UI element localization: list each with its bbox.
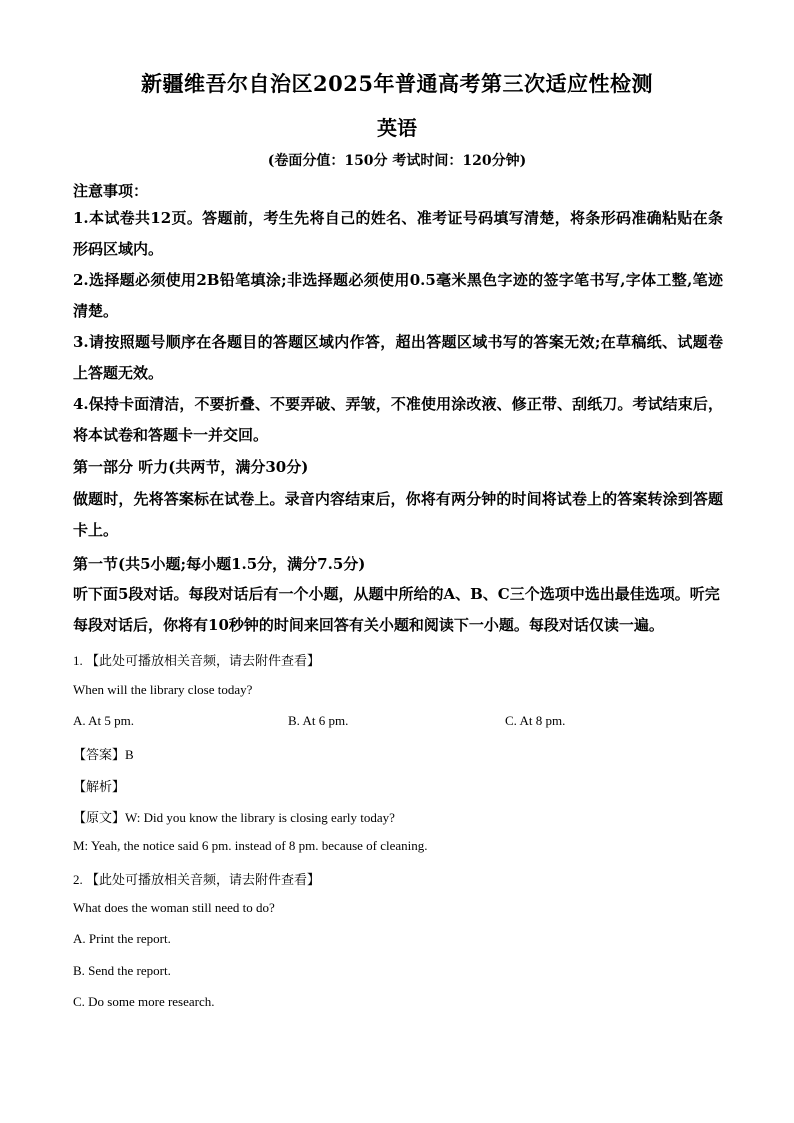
question-1-transcript-w: 【原文】W: Did you know the library is closing early today?	[73, 810, 395, 825]
question-1-answer: 【答案】B	[73, 747, 134, 762]
question-1-option-b: B. At 6 pm.	[288, 713, 349, 728]
question-1-audio-link[interactable]: 1. 【此处可播放相关音频，请去附件查看】	[73, 653, 321, 668]
part1-instruction: 做题时，先将答案标在试卷上。录音内容结束后，你将有两分钟的时间将试卷上的答案转涂到答题卡上。	[73, 490, 723, 539]
part1-heading: 第一部分 听力(共两节，满分30分)	[73, 458, 309, 476]
question-2-audio-link[interactable]: 2. 【此处可播放相关音频，请去附件查看】	[73, 872, 321, 887]
section1-instruction: 听下面5段对话。每段对话后有一个小题，从题中所给的A、B、C三个选项中选出最佳选项。听完每段对话后，你将有10秒钟的时间来回答有关小题和阅读下一小题。每段对话仅读一遍。	[73, 585, 720, 634]
question-2-text: What does the woman still need to do?	[73, 900, 275, 915]
subject-title: 英语	[377, 116, 417, 140]
rule-1: 1.本试卷共12页。答题前，考生先将自己的姓名、准考证号码填写清楚，将条形码准确粘贴在条形码区域内。	[73, 209, 723, 258]
exam-info: (卷面分值：150分 考试时间：120分钟)	[267, 153, 527, 169]
question-2-option-c: C. Do some more research.	[73, 994, 215, 1009]
question-1-option-c: C. At 8 pm.	[505, 713, 566, 728]
question-2-option-b: B. Send the report.	[73, 963, 171, 978]
notes-heading: 注意事项：	[73, 182, 149, 200]
question-2-option-a: A. Print the report.	[73, 931, 171, 946]
rule-3: 3.请按照题号顺序在各题目的答题区域内作答，超出答题区域书写的答案无效;在草稿纸、试题卷上答题无效。	[73, 333, 723, 382]
rule-2: 2.选择题必须使用2B铅笔填涂;非选择题必须使用0.5毫米黑色字迹的签字笔书写,字体工整,笔迹清楚。	[73, 271, 723, 320]
question-1-analysis-label: 【解析】	[73, 779, 126, 794]
question-1-option-a: A. At 5 pm.	[73, 713, 135, 728]
question-1-text: When will the library close today?	[73, 682, 253, 697]
section1-heading: 第一节(共5小题;每小题1.5分，满分7.5分)	[73, 555, 366, 573]
exam-title: 新疆维吾尔自治区2025年普通高考第三次适应性检测	[141, 71, 653, 96]
question-1-transcript-m: M: Yeah, the notice said 6 pm. instead of 8 pm. because of cleaning.	[73, 838, 428, 853]
rule-4: 4.保持卡面清洁，不要折叠、不要弄破、弄皱，不准使用涂改液、修正带、刮纸刀。考试结束后，将本试卷和答题卡一并交回。	[73, 395, 723, 444]
